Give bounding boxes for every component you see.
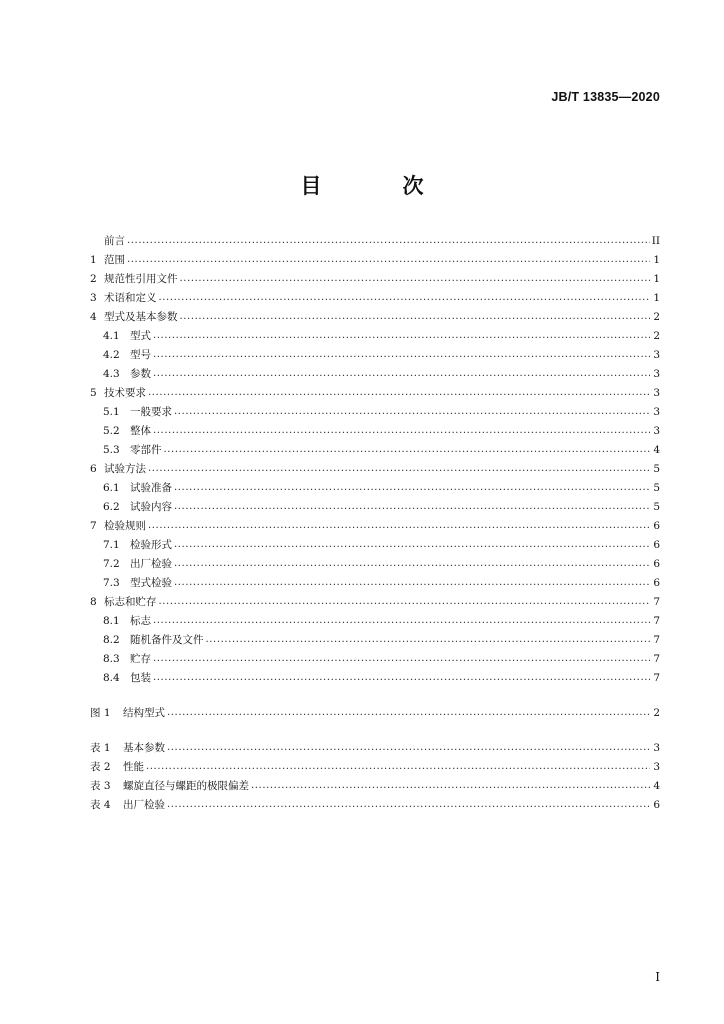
toc-entry-number: 图 1: [90, 707, 111, 719]
toc-entry-label: 性能: [123, 761, 144, 773]
toc-entry-label: 检验规则: [104, 520, 146, 532]
toc-entry-page: 4: [653, 444, 660, 456]
toc-entry-number: 8.3: [103, 653, 120, 665]
page-title: 目 次: [300, 174, 454, 198]
toc-entry-number: 1: [90, 254, 97, 266]
toc-entry-page: 6: [653, 799, 660, 811]
toc-section-list: [90, 229, 660, 685]
toc-entry[interactable]: [90, 647, 660, 666]
toc-entry-label: 标志和贮存: [104, 596, 157, 608]
toc-entry-number: 6: [90, 463, 97, 475]
toc-entry[interactable]: [90, 495, 660, 514]
toc-leader-dots: [174, 538, 650, 552]
toc-entry-number: 5.1: [103, 406, 120, 418]
page-number: I: [655, 970, 660, 984]
toc-entry-page: 2: [653, 330, 660, 342]
toc-leader-dots: [167, 798, 650, 812]
toc-entry-label: 型式及基本参数: [104, 311, 178, 323]
toc-entry-page: 7: [653, 653, 660, 665]
toc-entry-page: 4: [653, 780, 660, 792]
toc-leader-dots: [180, 310, 651, 324]
toc-entry-label: 出厂检验: [130, 558, 172, 570]
toc-entry-label: 技术要求: [104, 387, 146, 399]
toc-entry[interactable]: [90, 736, 660, 755]
toc-leader-dots: [251, 779, 650, 793]
toc-entry-number: 8.2: [103, 634, 120, 646]
toc-leader-dots: [148, 519, 650, 533]
toc-entry-number: 6.2: [103, 501, 120, 513]
toc-entry-number: 表 1: [90, 742, 111, 754]
toc-entry-label: 贮存: [130, 653, 151, 665]
toc-entry-number: 3: [90, 292, 97, 304]
toc-entry[interactable]: [90, 343, 660, 362]
toc-entry[interactable]: [90, 476, 660, 495]
toc-entry-number: 表 2: [90, 761, 111, 773]
toc-entry-number: 4: [90, 311, 97, 323]
toc-entry-label: 基本参数: [123, 742, 165, 754]
toc-leader-dots: [174, 576, 650, 590]
toc-entry-number: 2: [90, 273, 97, 285]
toc-entry-page: 5: [653, 482, 660, 494]
toc-entry-page: 7: [653, 596, 660, 608]
toc-entry-number: 8.4: [103, 672, 120, 684]
toc-leader-dots: [148, 462, 650, 476]
toc-entry-page: 2: [653, 707, 660, 719]
toc-figure-list: [90, 701, 660, 720]
toc-leader-dots: [159, 595, 651, 609]
toc-entry[interactable]: [90, 267, 660, 286]
toc-leader-dots: [174, 405, 650, 419]
toc-leader-dots: [174, 500, 650, 514]
toc-entry[interactable]: [90, 514, 660, 533]
toc-entry[interactable]: [90, 793, 660, 812]
toc-entry-page: 1: [653, 273, 660, 285]
toc-entry-label: 型式: [130, 330, 151, 342]
toc-entry[interactable]: [90, 381, 660, 400]
toc-entry-page: 3: [653, 368, 660, 380]
toc-entry-label: 参数: [130, 368, 151, 380]
toc-entry-page: 3: [653, 425, 660, 437]
toc-entry[interactable]: [90, 305, 660, 324]
toc-leader-dots: [159, 291, 651, 305]
toc-entry-label: 检验形式: [130, 539, 172, 551]
toc-leader-dots: [153, 614, 650, 628]
toc-entry-page: 3: [653, 742, 660, 754]
toc-entry-number: 8: [90, 596, 97, 608]
toc-leader-dots: [153, 652, 650, 666]
toc-entry-page: 1: [653, 254, 660, 266]
toc-leader-dots: [153, 329, 650, 343]
toc-entry-page: 3: [653, 387, 660, 399]
toc-entry-number: 6.1: [103, 482, 120, 494]
toc-entry[interactable]: [90, 362, 660, 381]
toc-leader-dots: [127, 234, 650, 248]
toc-entry-number: 表 3: [90, 780, 111, 792]
toc-entry-number: 5.2: [103, 425, 120, 437]
toc-leader-dots: [167, 741, 650, 755]
toc-entry-page: 7: [653, 634, 660, 646]
toc-entry-label: 前言: [104, 235, 125, 247]
toc-entry[interactable]: [90, 286, 660, 305]
toc-gap: [90, 720, 660, 736]
toc-leader-dots: [153, 671, 650, 685]
toc-entry[interactable]: [90, 533, 660, 552]
toc-entry[interactable]: [90, 590, 660, 609]
toc-entry[interactable]: [90, 248, 660, 267]
toc-entry-label: 试验准备: [130, 482, 172, 494]
toc-entry-label: 标志: [130, 615, 151, 627]
toc-entry-page: 7: [653, 615, 660, 627]
toc-entry-number: 7.1: [103, 539, 120, 551]
toc-entry-label: 结构型式: [123, 707, 165, 719]
toc-entry[interactable]: [90, 229, 660, 248]
toc-leader-dots: [127, 253, 650, 267]
toc-entry-page: 5: [653, 501, 660, 513]
toc-leader-dots: [148, 386, 650, 400]
toc-entry[interactable]: [90, 400, 660, 419]
toc-entry[interactable]: [90, 552, 660, 571]
toc-entry-number: 7.3: [103, 577, 120, 589]
toc-entry[interactable]: [90, 571, 660, 590]
toc-entry-number: 4.3: [103, 368, 120, 380]
toc-leader-dots: [174, 557, 650, 571]
toc-entry-number: 8.1: [103, 615, 120, 627]
toc-leader-dots: [167, 706, 650, 720]
toc-entry[interactable]: [90, 701, 660, 720]
toc-leader-dots: [164, 443, 651, 457]
toc-entry-page: 2: [653, 311, 660, 323]
toc-gap: [90, 685, 660, 701]
toc-entry-page: 6: [653, 520, 660, 532]
toc-entry[interactable]: [90, 666, 660, 685]
toc-entry-label: 范围: [104, 254, 125, 266]
table-of-contents: [90, 229, 660, 812]
toc-entry-page: 5: [653, 463, 660, 475]
toc-leader-dots: [146, 760, 650, 774]
toc-entry-number: 5.3: [103, 444, 120, 456]
toc-table-list: [90, 736, 660, 812]
toc-leader-dots: [174, 481, 650, 495]
standard-code: JB/T 13835—2020: [551, 90, 660, 104]
toc-entry-page: 3: [653, 406, 660, 418]
toc-entry-page: II: [651, 235, 660, 247]
toc-entry[interactable]: [90, 755, 660, 774]
toc-entry[interactable]: [90, 609, 660, 628]
toc-entry-number: 表 4: [90, 799, 111, 811]
toc-entry-page: 3: [653, 349, 660, 361]
toc-leader-dots: [153, 367, 650, 381]
toc-entry-label: 试验方法: [104, 463, 146, 475]
toc-entry-label: 零部件: [130, 444, 162, 456]
toc-entry[interactable]: [90, 628, 660, 647]
toc-entry-label: 试验内容: [130, 501, 172, 513]
toc-entry[interactable]: [90, 774, 660, 793]
toc-entry[interactable]: [90, 457, 660, 476]
toc-entry-label: 整体: [130, 425, 151, 437]
toc-entry-page: 6: [653, 558, 660, 570]
toc-entry-label: 螺旋直径与螺距的极限偏差: [123, 780, 249, 792]
toc-entry-label: 规范性引用文件: [104, 273, 178, 285]
toc-entry-label: 一般要求: [130, 406, 172, 418]
toc-leader-dots: [153, 348, 650, 362]
toc-entry-number: 4.1: [103, 330, 120, 342]
toc-entry-page: 6: [653, 577, 660, 589]
toc-entry-label: 包装: [130, 672, 151, 684]
toc-entry-page: 7: [653, 672, 660, 684]
toc-entry-number: 7.2: [103, 558, 120, 570]
toc-entry-number: 5: [90, 387, 97, 399]
toc-entry-label: 出厂检验: [123, 799, 165, 811]
toc-entry-page: 1: [653, 292, 660, 304]
toc-entry[interactable]: [90, 419, 660, 438]
toc-entry-label: 型式检验: [130, 577, 172, 589]
toc-entry-label: 型号: [130, 349, 151, 361]
toc-entry-number: 7: [90, 520, 97, 532]
toc-leader-dots: [206, 633, 651, 647]
toc-entry[interactable]: [90, 324, 660, 343]
toc-entry-label: 术语和定义: [104, 292, 157, 304]
toc-entry-page: 3: [653, 761, 660, 773]
toc-entry-label: 随机备件及文件: [130, 634, 204, 646]
toc-leader-dots: [180, 272, 651, 286]
toc-entry-page: 6: [653, 539, 660, 551]
toc-leader-dots: [153, 424, 650, 438]
toc-entry[interactable]: [90, 438, 660, 457]
toc-entry-number: 4.2: [103, 349, 120, 361]
